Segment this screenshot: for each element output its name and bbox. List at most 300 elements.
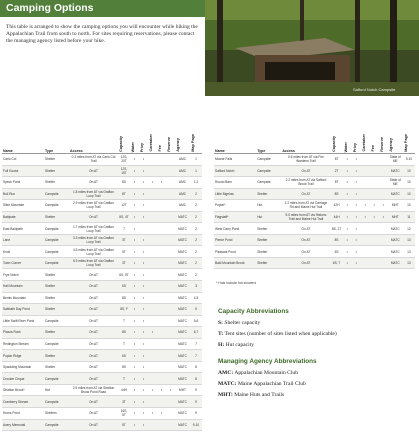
cell-privy: • <box>139 154 148 166</box>
cell-reserve <box>166 350 175 362</box>
col-reserve: Reserve <box>166 116 175 154</box>
cell-water: • <box>130 269 139 281</box>
cell-caretaker <box>148 281 157 293</box>
cell-type: Shelter <box>256 234 281 246</box>
cell-name: Pleasant Pond <box>214 246 256 258</box>
cell-caretaker <box>148 315 157 327</box>
cell-access: On AT <box>69 361 118 373</box>
cell-caretaker: • <box>361 211 370 223</box>
cell-caretaker: • <box>148 327 157 339</box>
cell-water: • <box>130 292 139 304</box>
cell-capacity: 16S, 5T <box>118 408 130 420</box>
cell-fee <box>157 257 166 269</box>
cell-map: 3 <box>190 281 202 293</box>
cell-agency: AMC <box>175 188 190 200</box>
cell-capacity: 42H <box>331 200 343 212</box>
shelter-photo <box>205 0 419 96</box>
cell-map: 10 <box>403 200 415 212</box>
cell-privy <box>139 223 148 235</box>
cell-capacity: 8S, F <box>118 304 130 316</box>
cell-type: Campsite <box>44 373 69 385</box>
cell-access: On AT <box>69 304 118 316</box>
cell-reserve <box>379 257 388 269</box>
cell-capacity: T <box>118 338 130 350</box>
cell-type: Shelter <box>44 350 69 362</box>
cell-privy: • <box>352 188 361 200</box>
cell-fee <box>370 188 379 200</box>
cell-fee <box>370 177 379 189</box>
col-access: Access <box>281 116 330 154</box>
cell-access: On AT <box>69 373 118 385</box>
cell-water: • <box>130 257 139 269</box>
cell-map: 2 <box>190 269 202 281</box>
col-privy: Privy <box>139 116 148 154</box>
cell-reserve <box>166 177 175 189</box>
cell-capacity: 44H <box>118 384 130 396</box>
cell-capacity: 8T <box>331 177 343 189</box>
cell-map: 6-7 <box>190 327 202 339</box>
cell-privy: • <box>139 315 148 327</box>
cell-water: • <box>130 361 139 373</box>
cell-fee <box>157 211 166 223</box>
cell-access: On AT <box>69 315 118 327</box>
cell-reserve <box>166 292 175 304</box>
cell-caretaker <box>148 373 157 385</box>
cell-privy: • <box>139 269 148 281</box>
cell-privy: • <box>139 361 148 373</box>
cell-name: Avery Memorial <box>2 419 44 431</box>
cell-water: • <box>343 257 352 269</box>
table-row <box>2 165 202 177</box>
table-row <box>2 188 202 200</box>
cell-caretaker <box>148 269 157 281</box>
cell-map: 5-6 <box>190 315 202 327</box>
cell-agency: MATC <box>388 246 403 258</box>
cell-agency: MATC <box>388 234 403 246</box>
cell-reserve <box>379 154 388 166</box>
cell-access: 1.8 miles from AT via Grafton Loop Trail <box>69 188 118 200</box>
table-row <box>214 223 415 235</box>
cell-water: • <box>130 384 139 396</box>
cell-reserve <box>166 327 175 339</box>
intro-paragraph: This table is arranged to show the camping options you will encounter while hiking the Appalachian Trail from south to north. For sites requiring reservations, please contact the managing agency listed before your hike. <box>6 24 198 45</box>
col-water: Water <box>130 116 139 154</box>
cell-name: West Carry Pond <box>214 223 256 235</box>
cell-name: Speck Pond <box>2 177 44 189</box>
cell-privy: • <box>139 246 148 258</box>
cell-fee <box>157 361 166 373</box>
cell-access: 2.2 miles from AT via Safford Brook Trail <box>281 177 330 189</box>
cell-fee <box>157 281 166 293</box>
photo-illustration <box>205 0 419 96</box>
cell-access: On AT <box>281 165 330 177</box>
abbr-line: S: Shelter capacity <box>218 320 261 326</box>
table-row <box>2 408 202 420</box>
cell-reserve <box>166 338 175 350</box>
col-caretaker: Caretaker <box>148 116 157 154</box>
table-row <box>2 419 202 431</box>
agency-abbr-heading: Managing Agency Abbreviations <box>218 358 317 365</box>
table-row <box>2 350 202 362</box>
cell-privy: • <box>352 246 361 258</box>
table-row <box>214 177 415 189</box>
cell-name: Crocker Cirque <box>2 373 44 385</box>
cell-name: Knoll <box>2 246 44 258</box>
cell-type: Campsite <box>44 257 69 269</box>
cell-caretaker <box>361 223 370 235</box>
cell-water: • <box>130 327 139 339</box>
cell-map: 9-10 <box>403 154 415 166</box>
cell-agency: MATC <box>175 408 190 420</box>
cell-reserve <box>166 246 175 258</box>
cell-map: 7 <box>190 338 202 350</box>
cell-capacity: 6S <box>118 281 130 293</box>
cell-access: On AT <box>69 396 118 408</box>
cell-caretaker <box>148 223 157 235</box>
cell-name: Round Barn <box>214 177 256 189</box>
cell-agency: MATC <box>175 327 190 339</box>
cell-caretaker: • <box>361 200 370 212</box>
table-row <box>2 200 202 212</box>
table-row <box>2 396 202 408</box>
cell-map: 1 <box>190 165 202 177</box>
cell-agency: MATC <box>388 188 403 200</box>
abbr-line: MHT: Maine Huts and Trails <box>218 392 285 398</box>
cell-capacity: 2T <box>331 165 343 177</box>
cell-fee <box>157 419 166 431</box>
cell-agency: AMC <box>175 177 190 189</box>
cell-privy: • <box>139 384 148 396</box>
cell-type: Shelter <box>44 177 69 189</box>
cell-map: 12 <box>403 223 415 235</box>
col-type: Type <box>44 116 69 154</box>
cell-type: Shelter <box>256 246 281 258</box>
cell-privy: • <box>139 396 148 408</box>
cell-map: 8 <box>190 373 202 385</box>
cell-type: Campsite <box>44 396 69 408</box>
cell-capacity: 8S <box>118 292 130 304</box>
cell-reserve: • <box>379 200 388 212</box>
cell-reserve <box>379 177 388 189</box>
cell-fee: • <box>157 408 166 420</box>
cell-map: 9 <box>190 408 202 420</box>
cell-map: 5 <box>190 304 202 316</box>
table-row <box>2 154 202 166</box>
cell-agency: MATC <box>175 292 190 304</box>
cell-type: Campsite <box>44 200 69 212</box>
cell-water: • <box>343 211 352 223</box>
cell-type: Shelter <box>44 304 69 316</box>
cell-capacity: 12S, 20T <box>118 154 130 166</box>
cell-caretaker <box>148 188 157 200</box>
cell-type: Shelter <box>256 257 281 269</box>
cell-name: Horns Pond <box>2 408 44 420</box>
cell-privy: • <box>139 304 148 316</box>
cell-agency: MATC <box>175 281 190 293</box>
cell-name: Poplar Ridge <box>2 350 44 362</box>
cell-type: Campsite <box>44 315 69 327</box>
cell-type: Shelter <box>44 361 69 373</box>
cell-access: On AT <box>281 246 330 258</box>
cell-name: Spaulding Mountain <box>2 361 44 373</box>
cell-capacity: 8S <box>118 177 130 189</box>
cell-fee <box>370 234 379 246</box>
cell-caretaker <box>148 419 157 431</box>
cell-caretaker: • <box>148 408 157 420</box>
cell-fee <box>157 338 166 350</box>
cell-fee <box>157 223 166 235</box>
cell-privy: • <box>139 408 148 420</box>
cell-agency: MATC <box>175 246 190 258</box>
col-caretaker: Caretaker <box>361 116 370 154</box>
cell-map: 2 <box>190 257 202 269</box>
cell-type: Shelter <box>44 292 69 304</box>
cell-caretaker <box>148 350 157 362</box>
cell-type: Hut <box>256 211 281 223</box>
cell-fee: • <box>157 177 166 189</box>
cell-fee <box>157 292 166 304</box>
cell-agency: MATC <box>175 269 190 281</box>
cell-map: 9 <box>190 384 202 396</box>
abbr-line: MATC: Maine Appalachian Trail Club <box>218 381 306 387</box>
cell-capacity: T <box>118 315 130 327</box>
cell-fee <box>157 234 166 246</box>
cell-reserve <box>166 223 175 235</box>
cell-reserve <box>166 361 175 373</box>
cell-water: • <box>130 234 139 246</box>
table-row <box>2 223 202 235</box>
cell-access: On AT <box>281 188 330 200</box>
cell-name: Baldpate <box>2 211 44 223</box>
cell-access: 2.9 miles from AT via Stratton Brook Pond Road <box>69 384 118 396</box>
cell-map: 11 <box>403 211 415 223</box>
cell-water: • <box>343 234 352 246</box>
cell-fee <box>157 269 166 281</box>
cell-name: Lane <box>2 234 44 246</box>
cell-map: 4-5 <box>190 292 202 304</box>
cell-water: • <box>343 177 352 189</box>
cell-name: Bald Mountain Brook <box>214 257 256 269</box>
cell-type: Shelter <box>44 154 69 166</box>
cell-agency: MATC <box>175 361 190 373</box>
cell-reserve <box>166 269 175 281</box>
table-row <box>2 269 202 281</box>
cell-water: • <box>130 188 139 200</box>
abbr-line: T: Tent sites (number of sites listed when applicable) <box>218 331 337 337</box>
cell-access: 5.9 miles from AT via Grafton Loop Trail <box>69 257 118 269</box>
cell-privy: • <box>139 234 148 246</box>
cell-name: Little Swift River Pond <box>2 315 44 327</box>
cell-reserve <box>379 165 388 177</box>
cell-fee <box>370 223 379 235</box>
cell-privy: • <box>139 338 148 350</box>
cell-name: Bull Run <box>2 188 44 200</box>
cell-capacity: 8T <box>331 154 343 166</box>
cell-type: Campsite <box>44 234 69 246</box>
cell-type: Shelter <box>44 269 69 281</box>
col-map-page: Map Page <box>403 116 415 154</box>
cell-map: 9-10 <box>190 419 202 431</box>
cell-map: 7 <box>190 350 202 362</box>
cell-agency: MATC <box>175 234 190 246</box>
cell-caretaker <box>361 177 370 189</box>
cell-type: Campsite <box>256 154 281 166</box>
cell-water: • <box>130 246 139 258</box>
cell-caretaker <box>148 165 157 177</box>
cell-reserve <box>379 188 388 200</box>
col-fee: Fee <box>157 116 166 154</box>
cell-capacity: 8S, 2T <box>331 223 343 235</box>
cell-water: • <box>130 165 139 177</box>
cell-name: Bemis Mountain <box>2 292 44 304</box>
cell-access: On AT <box>69 211 118 223</box>
cell-water: • <box>130 315 139 327</box>
cell-type: Campsite <box>44 419 69 431</box>
cell-caretaker <box>148 361 157 373</box>
cell-capacity: T <box>118 373 130 385</box>
cell-fee: • <box>157 384 166 396</box>
cell-agency: MATC <box>175 211 190 223</box>
cell-map: 10 <box>403 188 415 200</box>
col-capacity: Capacity <box>331 116 343 154</box>
cell-type: Shelter <box>44 281 69 293</box>
cell-caretaker: • <box>148 177 157 189</box>
cell-reserve <box>379 223 388 235</box>
table-row <box>214 257 415 269</box>
cell-access: On AT <box>69 269 118 281</box>
col-agency: Agency <box>175 116 190 154</box>
capacity-abbreviations <box>218 308 414 348</box>
cell-name: Sabbath Day Pond <box>2 304 44 316</box>
table-row <box>2 373 202 385</box>
cell-access: On AT <box>281 223 330 235</box>
cell-privy: • <box>352 234 361 246</box>
cell-name: Hall Mountain <box>2 281 44 293</box>
cell-name: Town Corner <box>2 257 44 269</box>
cell-access: 0.3 miles from AT via Carlo Col Trail <box>69 154 118 166</box>
cell-caretaker <box>148 200 157 212</box>
cell-agency: MATC <box>175 223 190 235</box>
cell-map: 13 <box>403 234 415 246</box>
photo-caption: Safford Notch Campsite <box>353 87 396 92</box>
cell-reserve <box>379 234 388 246</box>
cell-caretaker <box>361 188 370 200</box>
cell-access: On AT <box>69 177 118 189</box>
cell-access: 2.9 miles from AT via Grafton Loop Trail <box>69 200 118 212</box>
cell-access: On AT <box>69 165 118 177</box>
cell-access: 2.2 miles from AT via Carriage Rd and Maine Hut Trail <box>281 200 330 212</box>
cell-type: Shelters <box>44 408 69 420</box>
cell-capacity: 7 <box>118 223 130 235</box>
cell-reserve <box>166 419 175 431</box>
cell-type: Shelter <box>256 223 281 235</box>
cell-capacity: 8S <box>118 327 130 339</box>
cell-water: • <box>130 350 139 362</box>
cell-capacity: 3T <box>118 396 130 408</box>
cell-capacity: 6S <box>331 246 343 258</box>
table-row <box>2 234 202 246</box>
cell-water: • <box>343 154 352 166</box>
cell-privy: • <box>139 257 148 269</box>
table-row <box>214 234 415 246</box>
cell-name: Pierce Pond <box>214 234 256 246</box>
cell-map: 8 <box>190 361 202 373</box>
cell-privy: • <box>139 281 148 293</box>
hut-footnote: * Huts include hot showers <box>216 281 257 285</box>
cell-caretaker <box>148 304 157 316</box>
cell-reserve: • <box>166 384 175 396</box>
cell-name: Full Goose <box>2 165 44 177</box>
cell-water: • <box>130 200 139 212</box>
cell-water: • <box>343 223 352 235</box>
cell-fee <box>370 246 379 258</box>
cell-agency: MATC <box>175 419 190 431</box>
cell-water: • <box>130 408 139 420</box>
cell-name: Moose Falls <box>214 154 256 166</box>
cell-access: On AT <box>69 338 118 350</box>
table-row <box>2 315 202 327</box>
cell-fee <box>157 315 166 327</box>
cell-map: 10 <box>403 177 415 189</box>
cell-water: • <box>130 304 139 316</box>
cell-map: 2 <box>190 246 202 258</box>
cell-reserve <box>166 396 175 408</box>
col-water: Water <box>343 116 352 154</box>
capacity-abbr-heading: Capacity Abbreviations <box>218 308 289 315</box>
cell-fee <box>157 165 166 177</box>
table-row <box>214 188 415 200</box>
cell-type: Campsite <box>44 223 69 235</box>
table-row <box>2 281 202 293</box>
col-agency: Agency <box>388 116 403 154</box>
cell-type: Hut <box>256 200 281 212</box>
cell-capacity: 8S <box>331 234 343 246</box>
cell-reserve <box>166 373 175 385</box>
cell-fee <box>157 327 166 339</box>
cell-name: Frye Notch <box>2 269 44 281</box>
cell-access: On AT <box>69 408 118 420</box>
cell-capacity: 5T <box>118 246 130 258</box>
table-row <box>2 361 202 373</box>
cell-capacity: 6S, 5T <box>118 269 130 281</box>
cell-type: Shelter <box>44 211 69 223</box>
cell-reserve <box>166 154 175 166</box>
cell-water: • <box>130 154 139 166</box>
cell-fee <box>370 165 379 177</box>
cell-capacity: 5T <box>118 419 130 431</box>
cell-map: 10 <box>403 165 415 177</box>
cell-caretaker <box>148 257 157 269</box>
cell-agency: State of ME <box>388 177 403 189</box>
cell-access: On AT <box>69 419 118 431</box>
cell-type: Shelter <box>44 165 69 177</box>
cell-privy: • <box>139 188 148 200</box>
cell-privy: • <box>139 327 148 339</box>
table-row <box>2 211 202 223</box>
table-row <box>2 257 202 269</box>
cell-privy: • <box>139 200 148 212</box>
cell-type: Hut <box>44 384 69 396</box>
cell-type: Campsite <box>44 338 69 350</box>
col-name: Name <box>2 116 44 154</box>
table-row <box>214 246 415 258</box>
cell-fee <box>370 154 379 166</box>
cell-access: On AT <box>281 257 330 269</box>
cell-caretaker <box>361 154 370 166</box>
cell-capacity: 8S <box>331 188 343 200</box>
cell-type: Campsite <box>256 177 281 189</box>
col-map-page: Map Page <box>190 116 202 154</box>
